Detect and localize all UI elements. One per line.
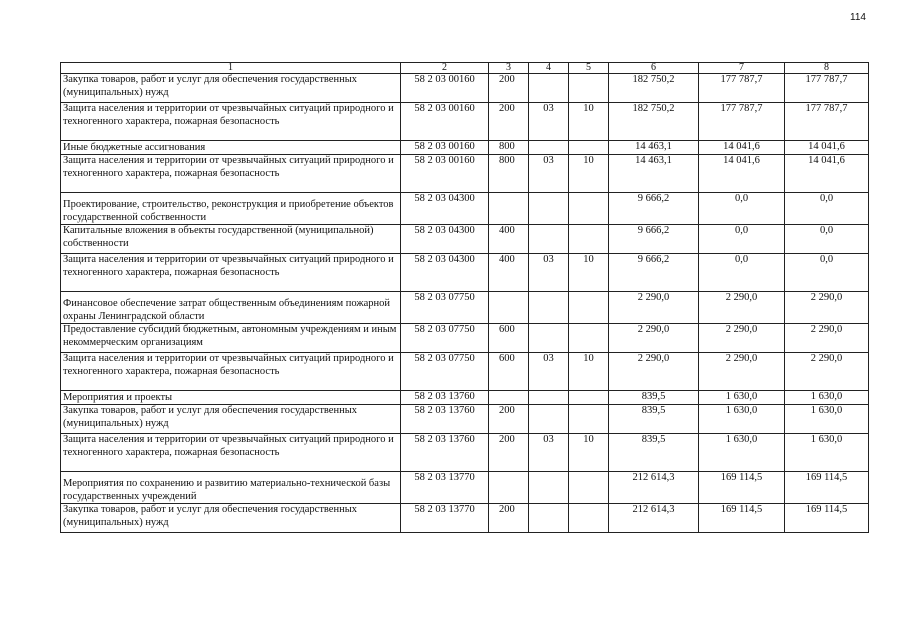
row-description: Мероприятия по сохранению и развитию материально-технической базы государственных учреждений: [61, 472, 401, 504]
row-description: Защита населения и территории от чрезвычайных ситуаций природного и техногенного характера, пожарная безопасность: [61, 254, 401, 292]
row-expense-type: 200: [489, 74, 529, 103]
column-header: 5: [569, 63, 609, 74]
row-subsection: [569, 405, 609, 434]
row-subsection: 10: [569, 353, 609, 391]
row-subsection: [569, 193, 609, 225]
row-value-6: 212 614,3: [609, 504, 699, 533]
row-section: [529, 472, 569, 504]
row-value-7: 2 290,0: [699, 324, 785, 353]
row-value-6: 9 666,2: [609, 225, 699, 254]
row-code: 58 2 03 00160: [401, 74, 489, 103]
table-row: [61, 405, 869, 434]
table-row: [61, 193, 869, 225]
column-header: 4: [529, 63, 569, 74]
table-row: [61, 103, 869, 141]
column-header: 6: [609, 63, 699, 74]
row-value-7: 2 290,0: [699, 292, 785, 324]
row-subsection: [569, 225, 609, 254]
row-expense-type: 200: [489, 103, 529, 141]
row-value-6: 9 666,2: [609, 254, 699, 292]
table-row: [61, 74, 869, 103]
row-value-6: 14 463,1: [609, 155, 699, 193]
row-value-7: 0,0: [699, 254, 785, 292]
row-value-6: 14 463,1: [609, 141, 699, 155]
row-value-7: 1 630,0: [699, 405, 785, 434]
table-row: [61, 472, 869, 504]
column-header: 2: [401, 63, 489, 74]
row-value-7: 1 630,0: [699, 391, 785, 405]
row-value-6: 212 614,3: [609, 472, 699, 504]
row-code: 58 2 03 04300: [401, 254, 489, 292]
row-description: Предоставление субсидий бюджетным, автономным учреждениям и иным некоммерческим организациям: [61, 324, 401, 353]
row-section: 03: [529, 434, 569, 472]
column-header: 1: [61, 63, 401, 74]
row-value-8: 1 630,0: [785, 391, 869, 405]
row-description: Защита населения и территории от чрезвычайных ситуаций природного и техногенного характера, пожарная безопасность: [61, 155, 401, 193]
row-value-8: 2 290,0: [785, 324, 869, 353]
row-expense-type: [489, 391, 529, 405]
row-value-7: 169 114,5: [699, 472, 785, 504]
row-value-8: 2 290,0: [785, 292, 869, 324]
row-subsection: [569, 324, 609, 353]
row-value-6: 2 290,0: [609, 292, 699, 324]
row-expense-type: 400: [489, 254, 529, 292]
row-expense-type: 200: [489, 434, 529, 472]
row-expense-type: 600: [489, 353, 529, 391]
column-header: 8: [785, 63, 869, 74]
row-code: 58 2 03 07750: [401, 292, 489, 324]
row-value-6: 182 750,2: [609, 74, 699, 103]
column-header: 7: [699, 63, 785, 74]
row-code: 58 2 03 07750: [401, 324, 489, 353]
row-value-6: 2 290,0: [609, 324, 699, 353]
table-row: [61, 155, 869, 193]
row-value-7: 1 630,0: [699, 434, 785, 472]
header-row: [61, 63, 869, 74]
row-subsection: 10: [569, 254, 609, 292]
row-description: Финансовое обеспечение затрат общественным объединениям пожарной охраны Ленинградской области: [61, 292, 401, 324]
table-row: [61, 391, 869, 405]
row-value-6: 9 666,2: [609, 193, 699, 225]
row-subsection: 10: [569, 103, 609, 141]
row-value-6: 2 290,0: [609, 353, 699, 391]
row-value-7: 177 787,7: [699, 74, 785, 103]
row-value-7: 169 114,5: [699, 504, 785, 533]
table-body: [61, 63, 869, 533]
row-value-8: 14 041,6: [785, 155, 869, 193]
table-row: [61, 434, 869, 472]
table-row: [61, 353, 869, 391]
row-value-8: 177 787,7: [785, 74, 869, 103]
row-value-6: 839,5: [609, 434, 699, 472]
row-code: 58 2 03 00160: [401, 103, 489, 141]
row-value-7: 177 787,7: [699, 103, 785, 141]
row-description: Проектирование, строительство, реконструкция и приобретение объектов государственной собственности: [61, 193, 401, 225]
row-subsection: [569, 472, 609, 504]
row-value-8: 2 290,0: [785, 353, 869, 391]
row-code: 58 2 03 04300: [401, 225, 489, 254]
row-section: [529, 74, 569, 103]
row-expense-type: 800: [489, 155, 529, 193]
row-expense-type: 400: [489, 225, 529, 254]
row-section: [529, 225, 569, 254]
row-description: Капитальные вложения в объекты государственной (муниципальной) собственности: [61, 225, 401, 254]
budget-table: [60, 62, 869, 533]
row-expense-type: [489, 193, 529, 225]
row-section: [529, 391, 569, 405]
row-value-8: 169 114,5: [785, 504, 869, 533]
row-code: 58 2 03 13760: [401, 405, 489, 434]
row-subsection: 10: [569, 155, 609, 193]
row-description: Закупка товаров, работ и услуг для обеспечения государственных (муниципальных) нужд: [61, 74, 401, 103]
row-value-7: 14 041,6: [699, 155, 785, 193]
row-subsection: [569, 74, 609, 103]
row-value-6: 839,5: [609, 405, 699, 434]
row-section: [529, 193, 569, 225]
row-value-7: 0,0: [699, 193, 785, 225]
row-section: [529, 292, 569, 324]
row-subsection: [569, 504, 609, 533]
row-section: 03: [529, 254, 569, 292]
row-description: Защита населения и территории от чрезвычайных ситуаций природного и техногенного характера, пожарная безопасность: [61, 353, 401, 391]
row-section: 03: [529, 103, 569, 141]
row-description: Защита населения и территории от чрезвычайных ситуаций природного и техногенного характера, пожарная безопасность: [61, 103, 401, 141]
row-value-8: 169 114,5: [785, 472, 869, 504]
table-row: [61, 504, 869, 533]
row-expense-type: 200: [489, 504, 529, 533]
row-value-6: 182 750,2: [609, 103, 699, 141]
column-header: 3: [489, 63, 529, 74]
row-value-8: 0,0: [785, 254, 869, 292]
row-section: [529, 141, 569, 155]
row-value-8: 1 630,0: [785, 434, 869, 472]
row-expense-type: 800: [489, 141, 529, 155]
row-description: Закупка товаров, работ и услуг для обеспечения государственных (муниципальных) нужд: [61, 504, 401, 533]
row-section: [529, 405, 569, 434]
row-code: 58 2 03 13770: [401, 504, 489, 533]
row-description: Мероприятия и проекты: [61, 391, 401, 405]
row-section: 03: [529, 353, 569, 391]
row-value-7: 14 041,6: [699, 141, 785, 155]
table-row: [61, 141, 869, 155]
row-value-8: 177 787,7: [785, 103, 869, 141]
row-section: [529, 504, 569, 533]
table-row: [61, 292, 869, 324]
row-value-8: 1 630,0: [785, 405, 869, 434]
row-value-7: 0,0: [699, 225, 785, 254]
row-description: Закупка товаров, работ и услуг для обеспечения государственных (муниципальных) нужд: [61, 405, 401, 434]
row-value-8: 14 041,6: [785, 141, 869, 155]
row-section: [529, 324, 569, 353]
row-code: 58 2 03 13770: [401, 472, 489, 504]
row-code: 58 2 03 07750: [401, 353, 489, 391]
table-row: [61, 225, 869, 254]
row-value-8: 0,0: [785, 225, 869, 254]
row-code: 58 2 03 00160: [401, 141, 489, 155]
row-value-7: 2 290,0: [699, 353, 785, 391]
row-expense-type: [489, 472, 529, 504]
row-section: 03: [529, 155, 569, 193]
row-expense-type: [489, 292, 529, 324]
row-code: 58 2 03 13760: [401, 391, 489, 405]
row-code: 58 2 03 04300: [401, 193, 489, 225]
row-description: Иные бюджетные ассигнования: [61, 141, 401, 155]
row-code: 58 2 03 00160: [401, 155, 489, 193]
row-subsection: [569, 391, 609, 405]
row-value-8: 0,0: [785, 193, 869, 225]
row-code: 58 2 03 13760: [401, 434, 489, 472]
row-description: Защита населения и территории от чрезвычайных ситуаций природного и техногенного характера, пожарная безопасность: [61, 434, 401, 472]
row-expense-type: 600: [489, 324, 529, 353]
page-number: 114: [850, 12, 866, 23]
row-expense-type: 200: [489, 405, 529, 434]
row-value-6: 839,5: [609, 391, 699, 405]
table-row: [61, 324, 869, 353]
row-subsection: 10: [569, 434, 609, 472]
table-row: [61, 254, 869, 292]
row-subsection: [569, 292, 609, 324]
row-subsection: [569, 141, 609, 155]
